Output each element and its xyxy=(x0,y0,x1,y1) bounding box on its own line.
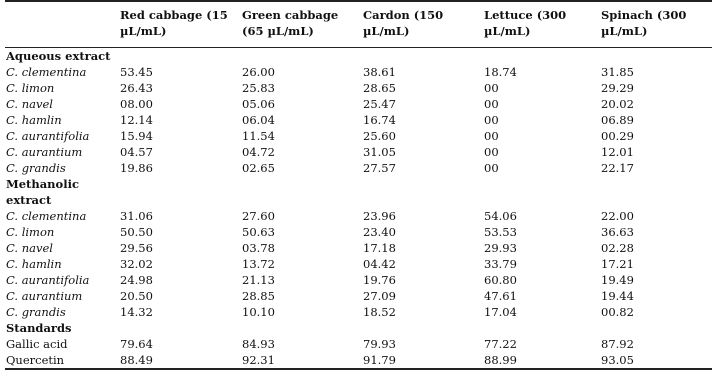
value-cell: 54.06 xyxy=(484,209,517,223)
table-row xyxy=(5,336,712,352)
value-cell: 77.22 xyxy=(484,337,517,351)
value-cell: 26.00 xyxy=(242,65,275,79)
value-cell: 06.04 xyxy=(242,113,275,127)
value-cell: 14.32 xyxy=(120,305,153,319)
value-cell: 28.85 xyxy=(242,289,275,303)
value-cell: 12.14 xyxy=(120,113,153,127)
empty-cell xyxy=(119,48,241,65)
value-cell: 03.78 xyxy=(242,241,275,255)
value-cell: 27.09 xyxy=(363,289,396,303)
row-label: C. grandis xyxy=(6,161,66,175)
header-cell: Red cabbage (15 µL/mL) xyxy=(119,1,241,48)
value-cell: 10.10 xyxy=(242,305,275,319)
value-cell: 31.85 xyxy=(601,65,634,79)
value-cell: 50.63 xyxy=(242,225,275,239)
group-header-row xyxy=(5,176,712,208)
row-label: C. grandis xyxy=(6,305,66,319)
row-label: C. navel xyxy=(6,241,53,255)
value-cell: 00 xyxy=(484,81,499,95)
value-cell: 19.49 xyxy=(601,273,634,287)
value-cell: 16.74 xyxy=(363,113,396,127)
value-cell: 17.04 xyxy=(484,305,517,319)
value-cell: 11.54 xyxy=(242,129,275,143)
row-label: C. aurantifolia xyxy=(6,129,90,143)
value-cell: 27.57 xyxy=(363,161,396,175)
value-cell: 84.93 xyxy=(242,337,275,351)
table-body xyxy=(5,48,712,370)
value-cell: 53.53 xyxy=(484,225,517,239)
value-cell: 29.56 xyxy=(120,241,153,255)
table-row xyxy=(5,80,712,96)
group-title: Aqueous extract xyxy=(6,49,111,63)
empty-cell xyxy=(483,320,600,336)
row-label: C. aurantifolia xyxy=(6,273,90,287)
table-row xyxy=(5,304,712,320)
value-cell: 25.60 xyxy=(363,129,396,143)
value-cell: 00 xyxy=(484,161,499,175)
value-cell: 27.60 xyxy=(242,209,275,223)
value-cell: 87.92 xyxy=(601,337,634,351)
value-cell: 22.00 xyxy=(601,209,634,223)
header-row xyxy=(5,1,712,48)
value-cell: 13.72 xyxy=(242,257,275,271)
value-cell: 18.74 xyxy=(484,65,517,79)
row-label: C. hamlin xyxy=(6,113,62,127)
value-cell: 06.89 xyxy=(601,113,634,127)
value-cell: 29.29 xyxy=(601,81,634,95)
table-row xyxy=(5,64,712,80)
value-cell: 18.52 xyxy=(363,305,396,319)
row-label: Gallic acid xyxy=(6,337,68,351)
empty-cell xyxy=(483,48,600,65)
group-title: Standards xyxy=(6,321,72,335)
row-label: C. clementina xyxy=(6,65,87,79)
value-cell: 00.29 xyxy=(601,129,634,143)
results-table xyxy=(5,0,712,370)
table-row xyxy=(5,256,712,272)
value-cell: 20.02 xyxy=(601,97,634,111)
value-cell: 02.28 xyxy=(601,241,634,255)
empty-cell xyxy=(362,320,483,336)
empty-cell xyxy=(119,176,241,208)
value-cell: 25.47 xyxy=(363,97,396,111)
table-row xyxy=(5,352,712,369)
group-header-row xyxy=(5,320,712,336)
value-cell: 00 xyxy=(484,113,499,127)
value-cell: 88.99 xyxy=(483,352,600,369)
row-label: Quercetin xyxy=(5,352,119,369)
table-row xyxy=(5,112,712,128)
value-cell: 12.01 xyxy=(601,145,634,159)
value-cell: 92.31 xyxy=(241,352,362,369)
value-cell: 33.79 xyxy=(484,257,517,271)
value-cell: 29.93 xyxy=(484,241,517,255)
value-cell: 21.13 xyxy=(242,273,275,287)
value-cell: 20.50 xyxy=(120,289,153,303)
row-label: C. limon xyxy=(6,81,55,95)
empty-cell xyxy=(600,320,712,336)
value-cell: 04.42 xyxy=(363,257,396,271)
table-row xyxy=(5,160,712,176)
value-cell: 26.43 xyxy=(120,81,153,95)
group-title: Methanolic extract xyxy=(6,177,79,207)
value-cell: 04.57 xyxy=(120,145,153,159)
value-cell: 19.76 xyxy=(363,273,396,287)
header-cell: Green cabbage (65 µL/mL) xyxy=(241,1,362,48)
empty-cell xyxy=(241,48,362,65)
empty-cell xyxy=(483,176,600,208)
group-header-row xyxy=(5,48,712,65)
value-cell: 05.06 xyxy=(242,97,275,111)
table-row xyxy=(5,224,712,240)
table-row xyxy=(5,208,712,224)
value-cell: 00 xyxy=(484,97,499,111)
value-cell: 93.05 xyxy=(600,352,712,369)
empty-cell xyxy=(119,320,241,336)
value-cell: 79.93 xyxy=(363,337,396,351)
table-row xyxy=(5,128,712,144)
value-cell: 17.21 xyxy=(601,257,634,271)
value-cell: 91.79 xyxy=(362,352,483,369)
value-cell: 00.82 xyxy=(601,305,634,319)
value-cell: 23.96 xyxy=(363,209,396,223)
value-cell: 24.98 xyxy=(120,273,153,287)
value-cell: 47.61 xyxy=(484,289,517,303)
header-cell: Lettuce (300 µL/mL) xyxy=(483,1,600,48)
value-cell: 25.83 xyxy=(242,81,275,95)
row-label: C. hamlin xyxy=(6,257,62,271)
empty-cell xyxy=(600,48,712,65)
value-cell: 08.00 xyxy=(120,97,153,111)
value-cell: 00 xyxy=(484,129,499,143)
empty-cell xyxy=(600,176,712,208)
table-header xyxy=(5,1,712,48)
empty-cell xyxy=(362,176,483,208)
value-cell: 31.05 xyxy=(363,145,396,159)
header-cell xyxy=(5,1,119,48)
value-cell: 19.86 xyxy=(120,161,153,175)
value-cell: 32.02 xyxy=(120,257,153,271)
value-cell: 17.18 xyxy=(363,241,396,255)
value-cell: 38.61 xyxy=(363,65,396,79)
empty-cell xyxy=(362,48,483,65)
row-label: C. aurantium xyxy=(6,145,83,159)
value-cell: 53.45 xyxy=(120,65,153,79)
value-cell: 28.65 xyxy=(363,81,396,95)
table-row xyxy=(5,96,712,112)
value-cell: 31.06 xyxy=(120,209,153,223)
table-row xyxy=(5,240,712,256)
row-label: C. limon xyxy=(6,225,55,239)
empty-cell xyxy=(241,320,362,336)
row-label: C. aurantium xyxy=(6,289,83,303)
value-cell: 36.63 xyxy=(601,225,634,239)
value-cell: 15.94 xyxy=(120,129,153,143)
table-row xyxy=(5,144,712,160)
header-cell: Cardon (150 µL/mL) xyxy=(362,1,483,48)
value-cell: 04.72 xyxy=(242,145,275,159)
table-row xyxy=(5,272,712,288)
value-cell: 00 xyxy=(484,145,499,159)
value-cell: 79.64 xyxy=(120,337,153,351)
value-cell: 02.65 xyxy=(242,161,275,175)
value-cell: 60.80 xyxy=(484,273,517,287)
value-cell: 88.49 xyxy=(119,352,241,369)
table-row xyxy=(5,288,712,304)
value-cell: 50.50 xyxy=(120,225,153,239)
value-cell: 22.17 xyxy=(601,161,634,175)
value-cell: 23.40 xyxy=(363,225,396,239)
row-label: C. clementina xyxy=(6,209,87,223)
empty-cell xyxy=(241,176,362,208)
row-label: C. navel xyxy=(6,97,53,111)
value-cell: 19.44 xyxy=(601,289,634,303)
header-cell: Spinach (300 µL/mL) xyxy=(600,1,712,48)
